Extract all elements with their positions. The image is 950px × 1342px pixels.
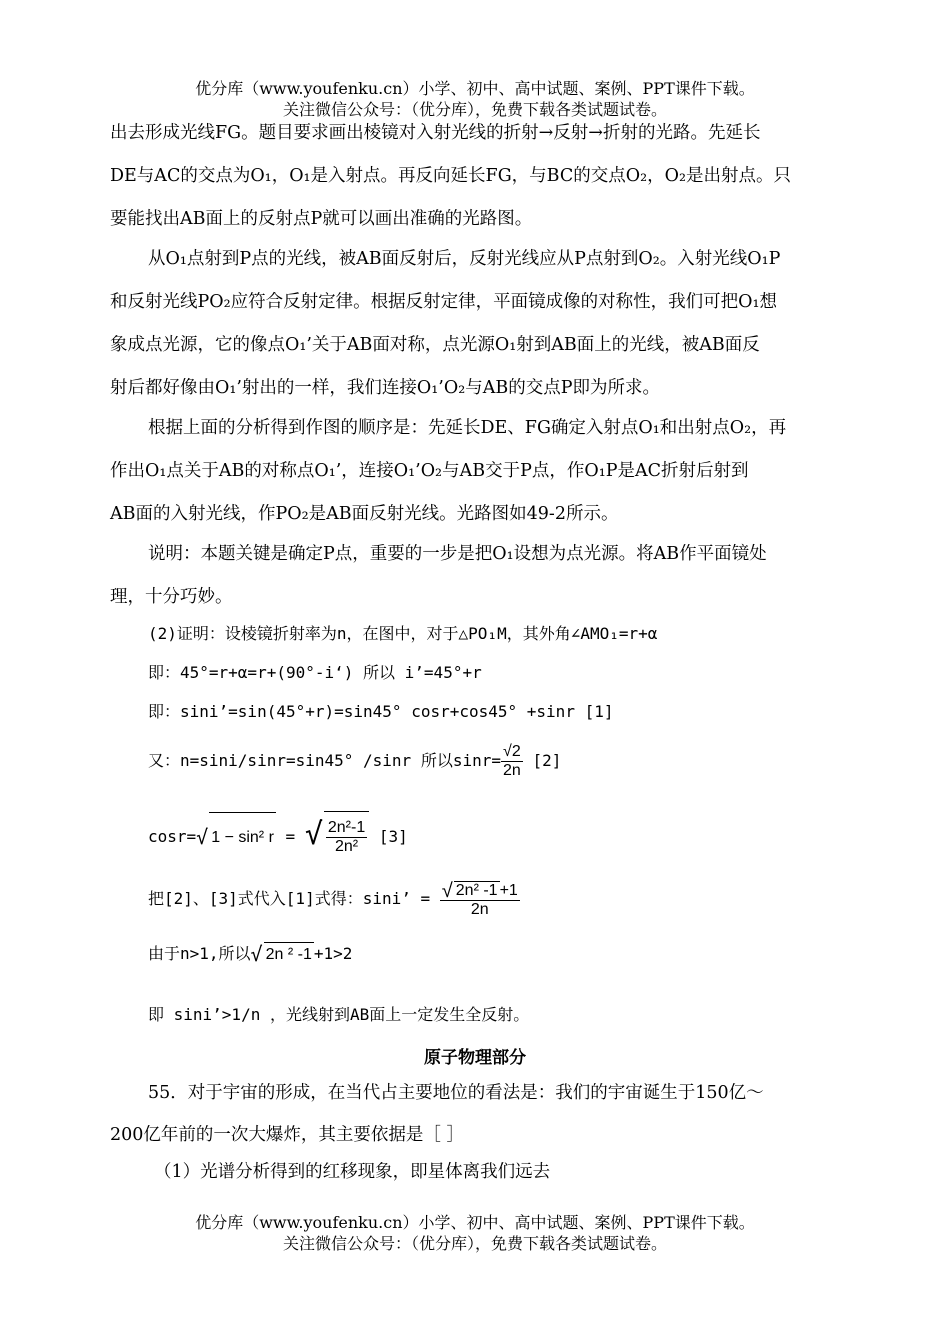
question-line: 200亿年前的一次大爆炸，其主要依据是［ ］ <box>110 1125 464 1145</box>
numerator-plus: +1 <box>499 881 518 899</box>
text-line: 即 sini’>1/n ，光线射到AB面上一定发生全反射。 <box>148 1005 530 1024</box>
formula-ref: [3] <box>378 827 408 846</box>
page-header <box>0 78 950 120</box>
question-option: （1）光谱分析得到的红移现象，即星体离我们远去 <box>154 1162 551 1182</box>
text-line: 象成点光源，它的像点O₁’关于AB面对称，点光源O₁射到AB面上的光线，被AB面反 <box>110 335 760 355</box>
fraction-denominator: 2n <box>503 762 521 779</box>
footer-line-2: 关注微信公众号：（优分库），免费下载各类试题试卷。 <box>282 1234 667 1253</box>
formula-text: 又：n=sini/sinr=sin45° /sinr 所以sinr= <box>148 751 501 770</box>
fraction-denominator: 2n² <box>334 838 359 855</box>
formula-text: 把[2]、[3]式代入[1]式得：sini’ = <box>148 889 431 908</box>
header-line-1: 优分库（www.youfenku.cn）小学、初中、高中试题、案例、PPT课件下载。 <box>195 79 755 98</box>
radical-sign: √ <box>196 825 209 849</box>
question-line: 55．对于宇宙的形成，在当代占主要地位的看法是：我们的宇宙诞生于150亿～ <box>148 1083 764 1103</box>
section-title: 原子物理部分 <box>424 1048 526 1068</box>
formula-text: +1>2 <box>313 944 353 963</box>
formula-ref: [2] <box>532 751 562 770</box>
page-footer <box>0 1212 950 1254</box>
text-line: 根据上面的分析得到作图的顺序是：先延长DE、FG确定入射点O₁和出射点O₂，再 <box>148 418 787 438</box>
text-line: DE与AC的交点为O₁，O₁是入射点。再反向延长FG，与BC的交点O₂，O₂是出射点。只 <box>110 166 791 186</box>
radicand: 2n² -1 <box>455 881 498 899</box>
fraction-denominator: 2n <box>470 900 489 918</box>
formula-line-sinr <box>148 738 561 784</box>
text-line: AB面的入射光线，作PO₂是AB面反射光线。光路图如49-2所示。 <box>110 504 619 524</box>
fraction-sini <box>440 881 520 919</box>
fraction-cosr <box>326 819 367 856</box>
fraction-numerator <box>440 881 520 901</box>
text-line: 从O₁点射到P点的光线，被AB面反射后，反射光线应从P点射到O₂。入射光线O₁P <box>148 249 781 269</box>
fraction-numerator: 2n²-1 <box>327 819 366 836</box>
formula-text: 由于n>1,所以 <box>148 944 251 963</box>
text-line: 作出O₁点关于AB的对称点O₁’，连接O₁’O₂与AB交于P点，作O₁P是AC折射后射到 <box>110 461 749 481</box>
text-line: 射后都好像由O₁’射出的一样，我们连接O₁’O₂与AB的交点P即为所求。 <box>110 378 660 398</box>
text-line: 出去形成光线FG。题目要求画出棱镜对入射光线的折射→反射→折射的光路。先延长 <box>110 123 761 143</box>
radicand: 1 − sin² r <box>209 812 276 863</box>
text-line: 即：45°=r+α=r+(90°-i‘) 所以 i’=45°+r <box>148 663 482 682</box>
formula-line-sini <box>148 874 520 924</box>
fraction-sinr <box>501 743 523 780</box>
radicand-fraction <box>324 811 369 862</box>
text-line: 和反射光线PO₂应符合反射定律。根据反射定律，平面镜成像的对称性，我们可把O₁想 <box>110 292 777 312</box>
text-line: 说明：本题关键是确定P点，重要的一步是把O₁设想为点光源。将AB作平面镜处 <box>148 544 767 564</box>
formula-line-condition <box>148 942 352 967</box>
radical-sign: √ <box>250 942 263 966</box>
text-line: 要能找出AB面上的反射点P就可以画出准确的光路图。 <box>110 209 533 229</box>
radical-sign: √ <box>304 817 323 852</box>
formula-text: cosr= <box>148 827 197 846</box>
radicand: 2n ² -1 <box>264 942 314 967</box>
formula-line-cosr: cosr=√ 1 − sin² r = √ $\frac{\text{2n²-1}}{\text{2n²}}$ [3] <box>148 810 408 863</box>
text-line: (2)证明：设棱镜折射率为n，在图中，对于△PO₁M，其外角∠AMO₁=r+α <box>148 624 658 643</box>
fraction-numerator: √2 <box>501 743 523 762</box>
radical-sign: √ <box>441 879 453 902</box>
header-line-2: 关注微信公众号：（优分库），免费下载各类试题试卷。 <box>282 100 667 119</box>
text-line: 即：sini’=sin(45°+r)=sin45° cosr+cos45° +sinr [1] <box>148 702 614 721</box>
text-line: 理，十分巧妙。 <box>110 587 233 607</box>
footer-line-1: 优分库（www.youfenku.cn）小学、初中、高中试题、案例、PPT课件下载。 <box>195 1213 755 1232</box>
